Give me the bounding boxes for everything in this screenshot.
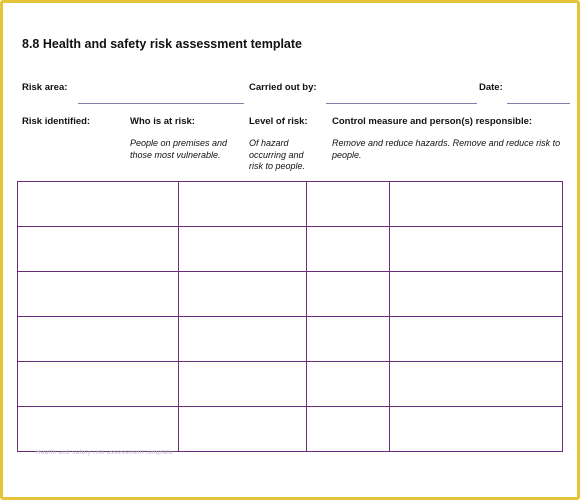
who-at-risk-cell[interactable] (179, 407, 307, 452)
table-row (18, 362, 563, 407)
risk-identified-cell[interactable] (18, 362, 179, 407)
who-at-risk-cell[interactable] (179, 227, 307, 272)
who-at-risk-cell[interactable] (179, 317, 307, 362)
who-at-risk-cell[interactable] (179, 182, 307, 227)
table-row (18, 407, 563, 452)
control-measure-cell[interactable] (390, 227, 563, 272)
risk-identified-cell[interactable] (18, 272, 179, 317)
control-measure-cell[interactable] (390, 407, 563, 452)
risk-identified-cell[interactable] (18, 407, 179, 452)
level-of-risk-cell[interactable] (307, 407, 390, 452)
page-footer: Health and safety risk assessment template (36, 450, 174, 456)
level-of-risk-cell[interactable] (307, 182, 390, 227)
level-of-risk-header: Level of risk: (249, 116, 308, 127)
who-at-risk-header: Who is at risk: (130, 116, 195, 127)
table-row (18, 182, 563, 227)
risk-identified-header: Risk identified: (22, 116, 91, 127)
risk-identified-cell[interactable] (18, 317, 179, 362)
document-title: 8.8 Health and safety risk assessment template (22, 37, 302, 51)
date-label: Date: (479, 82, 503, 93)
level-of-risk-cell[interactable] (307, 227, 390, 272)
control-measure-cell[interactable] (390, 317, 563, 362)
assessment-table (17, 181, 563, 452)
control-measure-example: Remove and reduce hazards. Remove and reduce risk to people. (332, 138, 561, 160)
control-measure-header: Control measure and person(s) responsible: (332, 116, 533, 127)
level-of-risk-cell[interactable] (307, 362, 390, 407)
carried-out-by-field[interactable] (326, 103, 477, 104)
control-measure-cell[interactable] (390, 362, 563, 407)
table-row (18, 317, 563, 362)
risk-area-label: Risk area: (22, 82, 68, 93)
table-row (18, 227, 563, 272)
level-of-risk-cell[interactable] (307, 317, 390, 362)
risk-identified-cell[interactable] (18, 227, 179, 272)
level-of-risk-cell[interactable] (307, 272, 390, 317)
who-at-risk-cell[interactable] (179, 272, 307, 317)
level-of-risk-example: Of hazard occurring and risk to people. (249, 138, 306, 171)
table-row (18, 272, 563, 317)
control-measure-cell[interactable] (390, 182, 563, 227)
who-at-risk-example: People on premises and those most vulnerable. (130, 138, 228, 160)
carried-out-by-label: Carried out by: (249, 82, 317, 93)
date-field[interactable] (507, 103, 570, 104)
risk-identified-cell[interactable] (18, 182, 179, 227)
risk-area-field[interactable] (78, 103, 244, 104)
who-at-risk-cell[interactable] (179, 362, 307, 407)
control-measure-cell[interactable] (390, 272, 563, 317)
